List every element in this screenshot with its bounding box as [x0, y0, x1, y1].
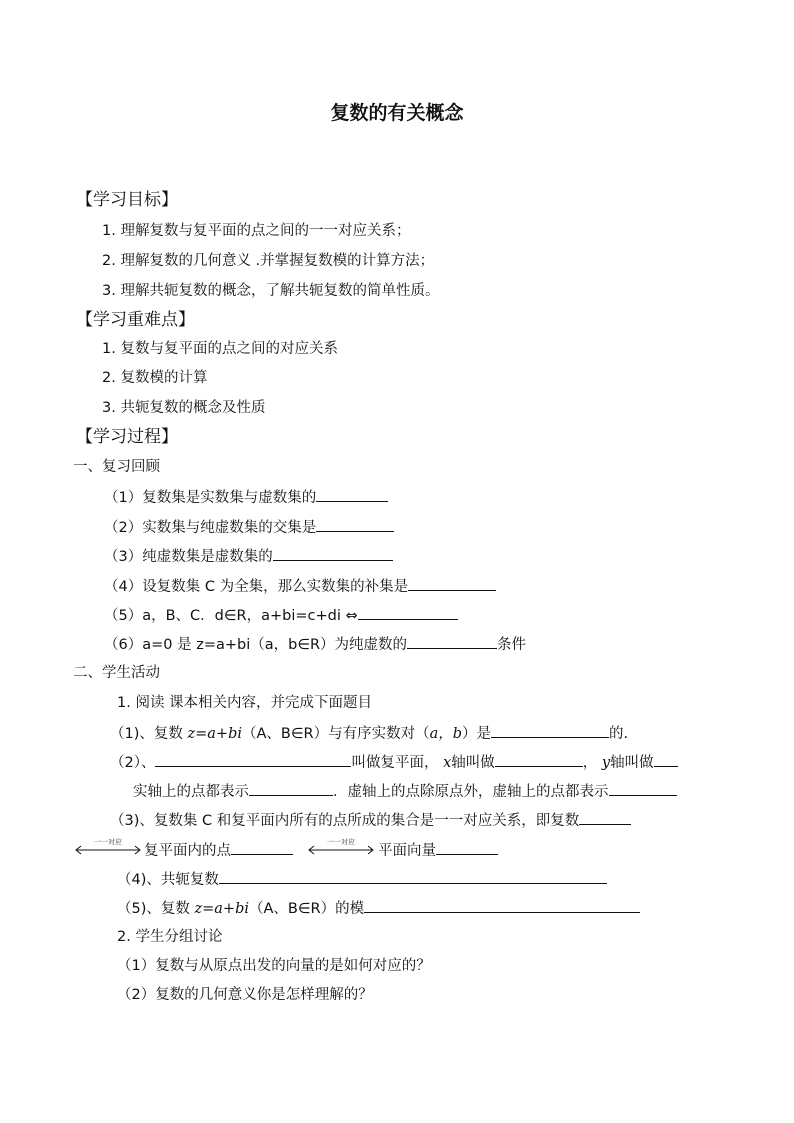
plane-vector-label: 平面向量 [378, 839, 498, 861]
question-2: （2）、 叫做复平面， x轴叫做 ， y轴叫做 [110, 751, 678, 773]
discussion-2: （2）复数的几何意义你是怎样理解的？ [117, 987, 373, 1003]
section-heading-process: 【学习过程】 [76, 427, 178, 447]
blank-line[interactable] [436, 839, 498, 855]
blank-line[interactable] [231, 839, 293, 855]
blank-line[interactable] [316, 516, 394, 532]
review-item-2: （2）实数集与纯虚数集的交集是 [104, 516, 394, 538]
goal-item-1: 1. 理解复数与复平面的点之间的一一对应关系； [102, 223, 411, 239]
blank-line[interactable] [609, 780, 677, 796]
blank-line[interactable] [579, 809, 631, 825]
blank-line[interactable] [408, 575, 496, 591]
review-item-5: （5）a，B、C．d∈R，a+bi=c+di ⇔ [104, 604, 458, 626]
review-item-6: （6）a=0 是 z=a+bi（a，b∈R）为纯虚数的 条件 [104, 633, 526, 655]
key-point-1: 1. 复数与复平面的点之间的对应关系 [102, 341, 338, 357]
section-heading-goals: 【学习目标】 [76, 190, 178, 210]
activity-discussion: 2. 学生分组讨论 [117, 929, 223, 945]
key-point-3: 3. 共轭复数的概念及性质 [102, 400, 266, 416]
blank-line[interactable] [358, 604, 458, 620]
arrow-label: 一一对应 [94, 838, 122, 846]
question-3: （3)、复数集 C 和复平面内所有的点所成的集合是一一对应关系，即复数 [110, 809, 631, 831]
goal-item-3: 3. 理解共轭复数的概念，了解共轭复数的简单性质。 [102, 283, 440, 299]
double-arrow-icon [306, 836, 376, 856]
key-point-2: 2. 复数模的计算 [102, 370, 208, 386]
blank-line[interactable] [155, 751, 351, 767]
question-1: （1)、复数 z=a+bi（A、B∈R）与有序实数对（a，b）是 的. [110, 722, 628, 744]
discussion-1: （1）复数与从原点出发的向量的是如何对应的？ [117, 958, 431, 974]
part2-heading: 二、学生活动 [73, 665, 160, 681]
page-title: 复数的有关概念 [330, 102, 464, 124]
review-item-1: （1）复数集是实数集与虚数集的 [104, 486, 388, 508]
blank-line[interactable] [364, 897, 640, 913]
activity-reading: 1. 阅读 课本相关内容，并完成下面题目 [117, 695, 373, 711]
double-arrow-icon [73, 836, 143, 856]
goal-item-2: 2. 理解复数的几何意义 .并掌握复数模的计算方法； [102, 253, 435, 269]
arrow-label: 一一对应 [327, 838, 355, 846]
part1-heading: 一、复习回顾 [73, 459, 160, 475]
review-item-4: （4）设复数集 C 为全集，那么实数集的补集是 [104, 575, 496, 597]
blank-line[interactable] [407, 633, 497, 649]
question-5: （5)、复数 z=a+bi（A、B∈R）的模 [117, 897, 640, 919]
section-heading-key-points: 【学习重难点】 [76, 310, 195, 330]
review-item-3: （3）纯虚数集是虚数集的 [104, 545, 393, 567]
blank-line[interactable] [491, 722, 609, 738]
question-2-line-2: 实轴上的点都表示 ．虚轴上的点除原点外，虚轴上的点都表示 [133, 780, 677, 802]
blank-line[interactable] [219, 868, 607, 884]
blank-line[interactable] [249, 780, 333, 796]
blank-line[interactable] [495, 751, 583, 767]
blank-line[interactable] [316, 486, 388, 502]
blank-line[interactable] [654, 751, 678, 767]
question-4: （4)、共轭复数 [117, 868, 607, 890]
point-in-plane-label: 复平面内的点 [144, 839, 293, 861]
blank-line[interactable] [273, 545, 393, 561]
